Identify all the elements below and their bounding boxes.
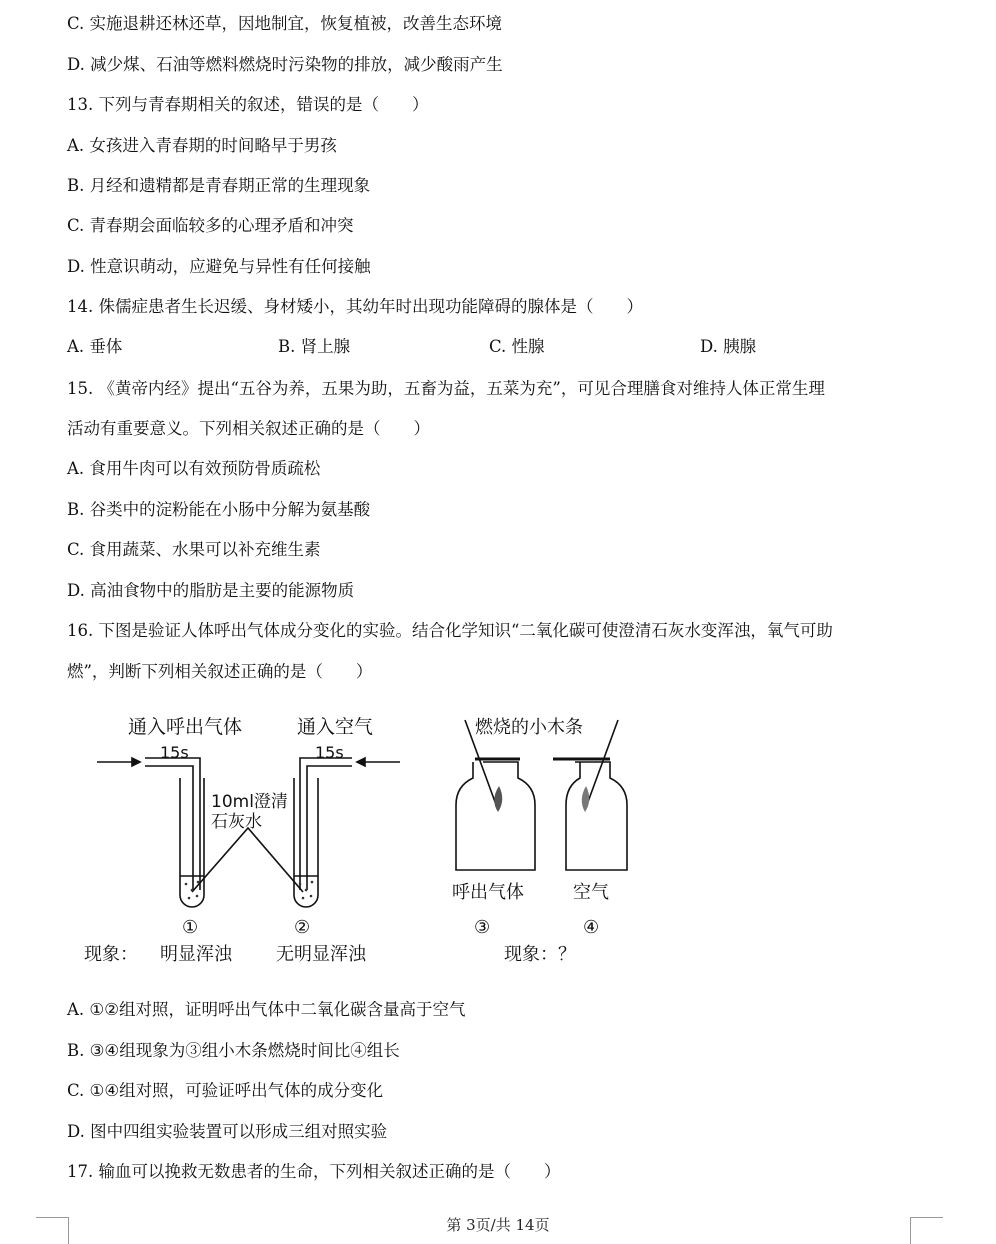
bottle-3 bbox=[456, 762, 535, 870]
option-13b: B. 月经和遗精都是青春期正常的生理现象 bbox=[67, 176, 371, 195]
question-16-line1: 16. 下图是验证人体呼出气体成分变化的实验。结合化学知识“二氧化碳可使澄清石灰水变浑浊，氧气可助 bbox=[67, 621, 833, 640]
number-1: ① bbox=[182, 917, 199, 938]
question-13: 13. 下列与青春期相关的叙述，错误的是（ ） bbox=[67, 95, 429, 114]
arrow-head-2 bbox=[357, 758, 365, 766]
option-15b: B. 谷类中的淀粉能在小肠中分解为氨基酸 bbox=[67, 500, 371, 519]
page-footer: 第 3页/共 14页 bbox=[446, 1216, 550, 1234]
question-15-line2: 活动有重要意义。下列相关叙述正确的是（ ） bbox=[67, 419, 430, 438]
phenomenon-label: 现象： bbox=[84, 944, 138, 965]
option-12c: C. 实施退耕还林还草，因地制宜，恢复植被，改善生态环境 bbox=[67, 14, 503, 33]
option-14c: C. 性腺 bbox=[489, 337, 545, 356]
option-15c: C. 食用蔬菜、水果可以补充维生素 bbox=[67, 540, 321, 559]
label-air-in: 通入空气 bbox=[297, 716, 374, 738]
option-13a: A. 女孩进入青春期的时间略早于男孩 bbox=[67, 136, 337, 155]
number-2: ② bbox=[294, 917, 311, 938]
question-16-line2: 燃”，判断下列相关叙述正确的是（ ） bbox=[67, 662, 373, 681]
option-16a: A. ①②组对照，证明呼出气体中二氧化碳含量高于空气 bbox=[67, 1000, 466, 1019]
option-16c: C. ①④组对照，可验证呼出气体的成分变化 bbox=[67, 1081, 384, 1100]
phenomenon-34: 现象：？ bbox=[504, 944, 576, 965]
phenomenon-2: 无明显浑浊 bbox=[276, 944, 366, 965]
limewater-label-2: 石灰水 bbox=[211, 812, 262, 832]
question-14: 14. 侏儒症患者生长迟缓、身材矮小，其幼年时出现功能障碍的腺体是（ ） bbox=[67, 297, 643, 316]
option-13d: D. 性意识萌动，应避免与异性有任何接触 bbox=[67, 257, 371, 276]
bottle-4-label: 空气 bbox=[573, 882, 609, 903]
phenomenon-1: 明显浑浊 bbox=[160, 944, 232, 965]
option-16b: B. ③④组现象为③组小木条燃烧时间比④组长 bbox=[67, 1041, 400, 1060]
time-2: 15s bbox=[315, 743, 344, 762]
number-3: ③ bbox=[474, 917, 491, 938]
option-14b: B. 肾上腺 bbox=[278, 337, 351, 356]
stick-4 bbox=[585, 720, 618, 810]
limewater-pointer bbox=[192, 828, 303, 892]
inlet-tube-1 bbox=[145, 758, 200, 890]
limewater-label-1: 10ml澄清 bbox=[211, 792, 288, 812]
option-14a: A. 垂体 bbox=[67, 337, 123, 356]
bottle-3-label: 呼出气体 bbox=[452, 882, 524, 903]
label-exhaled-in: 通入呼出气体 bbox=[128, 716, 243, 738]
number-4: ④ bbox=[583, 917, 600, 938]
option-15d: D. 高油食物中的脂肪是主要的能源物质 bbox=[67, 581, 355, 600]
experiment-figure bbox=[0, 700, 700, 975]
burning-stick-label: 燃烧的小木条 bbox=[475, 717, 583, 738]
option-15a: A. 食用牛肉可以有效预防骨质疏松 bbox=[67, 459, 321, 478]
option-16d: D. 图中四组实验装置可以形成三组对照实验 bbox=[67, 1122, 388, 1141]
test-tube-2 bbox=[294, 778, 318, 907]
option-12d: D. 减少煤、石油等燃料燃烧时污染物的排放，减少酸雨产生 bbox=[67, 55, 503, 74]
option-14d: D. 胰腺 bbox=[700, 337, 757, 356]
option-13c: C. 青春期会面临较多的心理矛盾和冲突 bbox=[67, 216, 354, 235]
flame-4 bbox=[582, 786, 590, 812]
inlet-tube-2 bbox=[300, 758, 352, 890]
arrow-head-1 bbox=[132, 758, 140, 766]
question-15-line1: 15. 《黄帝内经》提出“五谷为养，五果为助，五畜为益，五菜为充”，可见合理膳食对维持人体正常生理 bbox=[67, 379, 825, 398]
time-1: 15s bbox=[160, 743, 189, 762]
question-17: 17. 输血可以挽救无数患者的生命，下列相关叙述正确的是（ ） bbox=[67, 1162, 561, 1181]
flame-3 bbox=[494, 786, 502, 812]
